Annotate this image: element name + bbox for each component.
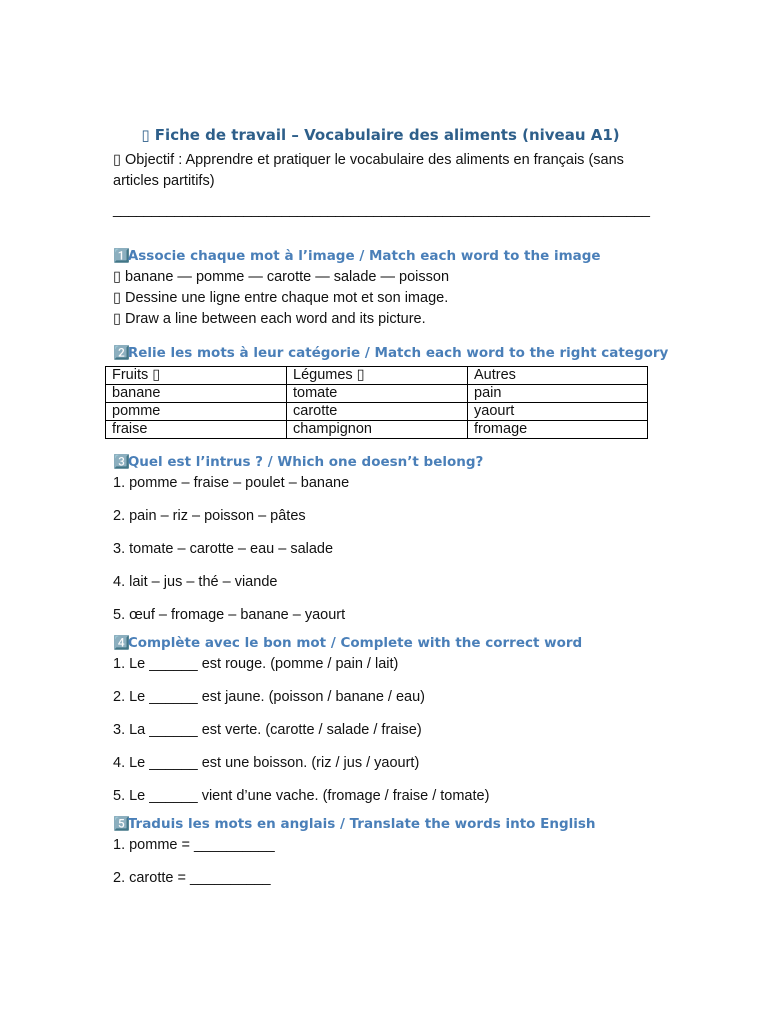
section-3-number: 3️⃣	[113, 454, 125, 470]
table-row	[106, 385, 648, 403]
instruction-en: ▯ Draw a line between each word and its picture.	[113, 311, 426, 327]
section-2-heading	[113, 342, 669, 364]
instruction-fr: ▯ Dessine une ligne entre chaque mot et son image.	[113, 290, 449, 306]
table-cell: champignon	[287, 421, 468, 439]
table-cell: tomate	[287, 385, 468, 403]
table-cell: carotte	[287, 403, 468, 421]
table-header: Autres	[468, 367, 648, 385]
objective-text: ▯ Objectif : Apprendre et pratiquer le vocabulaire des aliments en français (sans articles partitifs)	[113, 152, 624, 189]
list-item: 5. œuf – fromage – banane – yaourt	[113, 607, 346, 623]
section-5-number: 5️⃣	[113, 816, 125, 832]
section-4-number: 4️⃣	[113, 635, 125, 651]
list-item: 3. tomate – carotte – eau – salade	[113, 541, 334, 557]
section-5-heading	[113, 813, 658, 835]
section-5-title: Traduis les mots en anglais / Translate the words into English	[127, 816, 596, 832]
worksheet-title: ▯ Fiche de travail – Vocabulaire des aliments (niveau A1)	[141, 126, 620, 144]
separator-line: ______________________________________________________________________	[113, 202, 650, 218]
section-4-title: Complète avec le bon mot / Complete with the correct word	[127, 635, 583, 651]
list-item: 3. La ______ est verte. (carotte / salade / fraise)	[113, 722, 422, 738]
list-item: 1. Le ______ est rouge. (pomme / pain / lait)	[113, 656, 399, 672]
list-item: 1. pomme = __________	[113, 837, 275, 853]
list-item: 2. pain – riz – poisson – pâtes	[113, 508, 306, 524]
word-list: ▯ banane — pomme — carotte — salade — poisson	[113, 269, 450, 285]
table-row	[106, 421, 648, 439]
table-cell: fromage	[468, 421, 648, 439]
list-item: 4. lait – jus – thé – viande	[113, 574, 278, 590]
section-1-heading	[113, 245, 658, 267]
table-cell: banane	[106, 385, 287, 403]
table-cell: fraise	[106, 421, 287, 439]
list-item: 2. carotte = __________	[113, 870, 271, 886]
category-table	[105, 366, 648, 439]
worksheet-page	[112, 124, 669, 901]
list-item: 4. Le ______ est une boisson. (riz / jus / yaourt)	[113, 755, 420, 771]
section-2-number: 2️⃣	[113, 345, 125, 361]
table-row	[106, 403, 648, 421]
section-2-title: Relie les mots à leur catégorie / Match each word to the right category	[127, 345, 669, 361]
table-header-row	[106, 367, 648, 385]
section-3-heading	[113, 451, 658, 473]
list-item: 2. Le ______ est jaune. (poisson / banane / eau)	[113, 689, 425, 705]
section-3-title: Quel est l’intrus ? / Which one doesn’t belong?	[127, 454, 484, 470]
section-1-title: Associe chaque mot à l’image / Match each word to the image	[127, 248, 601, 264]
table-header: Fruits ▯	[106, 367, 287, 385]
table-cell: pomme	[106, 403, 287, 421]
table-header: Légumes ▯	[287, 367, 468, 385]
section-4-heading	[113, 632, 658, 654]
section-1-number: 1️⃣	[113, 248, 125, 264]
table-cell: pain	[468, 385, 648, 403]
list-item: 1. pomme – fraise – poulet – banane	[113, 475, 350, 491]
list-item: 5. Le ______ vient d’une vache. (fromage / fraise / tomate)	[113, 788, 490, 804]
table-cell: yaourt	[468, 403, 648, 421]
